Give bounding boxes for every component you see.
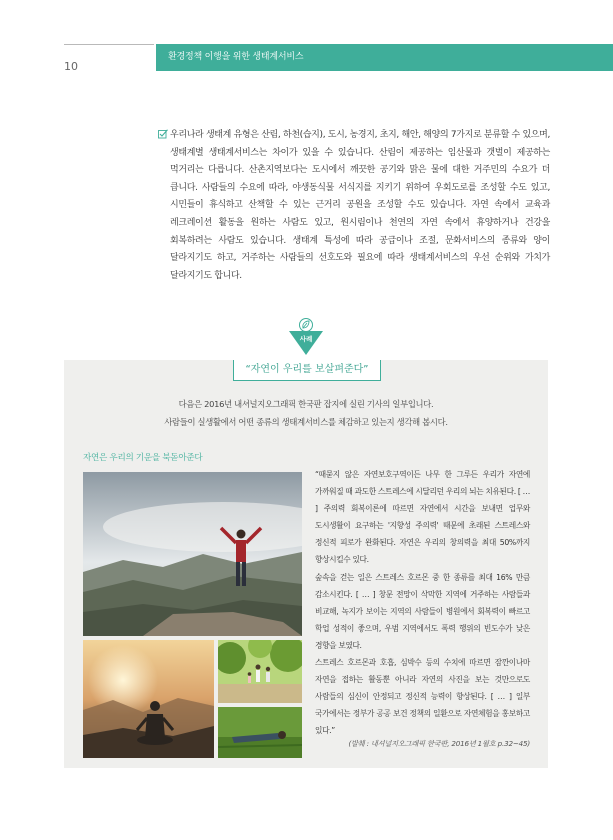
- intro-paragraph: [158, 127, 550, 285]
- checkbox-icon: [158, 129, 170, 285]
- case-label: 사례: [299, 335, 313, 343]
- case-intro: [64, 395, 548, 431]
- header-rule: [64, 44, 154, 45]
- family-park-photo: [218, 640, 302, 703]
- quote-paragraph: 스트레스 호르몬과 호흡, 심박수 등의 수치에 따르면 잠깐이나마 자연을 접하는 활동뿐 아니라 자연의 사진을 보는 것만으로도 사람들의 심신이 안정되고 정신적 능력이 향상된다. [ … ] 일부 국가에서는 정부가 공공 보건 정책의 일환으로 자연체험을 홍보하고 있다.”: [315, 658, 530, 736]
- quote-paragraph: “때묻지 않은 자연보호구역이든 나무 한 그루든 우리가 자연에 가까워질 때 과도한 스트레스에 시달리던 우리의 뇌는 치유된다. [ … ] 주의력 회복이론에 따르면 자연에서 시간을 보내면 업무와 도시생활이 요구하는 '지향성 주의력' 때문에 초래된 스트레스와 정신적 피로가 완화된다. 자연은 우리의 창의력을 최대 50%까지 향상시킬수 있다.: [315, 470, 530, 565]
- running-header: 환경정책 이행을 위한 생태계서비스: [156, 44, 613, 71]
- lying-on-grass-photo: [218, 707, 302, 758]
- quote-paragraph: 숲속을 걷는 일은 스트레스 호르몬 중 한 종류를 최대 16% 만큼 감소시킨다. [ … ] 창문 전망이 삭막한 지역에 거주하는 사람들과 비교해, 녹지가 보이는 지역의 사람들이 병원에서 회복력이 빠르고 학업 성적이 좋으며, 우범 지역에서도 폭력 행위의 빈도수가 낮은 경향을 보였다.: [315, 572, 530, 650]
- case-intro-line: 다음은 2016년 내셔널지오그래픽 한국판 잡지에 실린 기사의 일부입니다.: [178, 399, 434, 409]
- case-subheading: 자연은 우리의 기운을 북돋아준다: [83, 453, 203, 463]
- source-citation: (발췌 : 내셔널지오그래픽 한국판, 2016년 1월호 p.32~45): [348, 739, 530, 748]
- case-intro-line: 사람들이 실생활에서 어떤 종류의 생태계서비스를 체감하고 있는지 생각해 봅시다.: [164, 417, 448, 427]
- page-number: 10: [64, 60, 78, 73]
- intro-text: 우리나라 생태계 유형은 산림, 하천(습지), 도시, 농경지, 초지, 해안, 해양의 7가지로 분류할 수 있으며, 생태계별 생태계서비스는 차이가 있을 수 있습니다. 산림이 제공하는 임산물과 갯벌이 제공하는 먹거리는 다릅니다. 산촌지역보다는 도시에서 깨끗한 공기와 맑은 물에 대한 거주민의 수요가 더 큽니다. 사람들의 수요에 따라, 야생동식물 서식지를 지키기 위하여 우회도로를 조성할 수도 있고, 시민들이 휴식하고 산책할 수 있는 근거리 공원을 조성할 수도 있습니다. 자연 속에서 교육과 레크레이션 활동을 원하는 사람도 있고, 원시림이나 천연의 자연 속에서 휴양하거나 건강을 회복하려는 사람도 있습니다. 생태계 특성에 따라 공급이나 조절, 문화서비스의 종류와 양이 달라지기도 하고, 거주하는 사람들의 선호도와 필요에 따라 생태계서비스의 우선 순위와 가치가 달라지기도 합니다.: [170, 130, 550, 281]
- case-title: “자연이 우리를 보살펴준다”: [233, 360, 381, 381]
- meditation-sunset-photo: [83, 640, 214, 758]
- article-quote: [315, 466, 530, 740]
- case-study-box: [64, 360, 548, 768]
- mountain-hiker-photo: [83, 472, 302, 636]
